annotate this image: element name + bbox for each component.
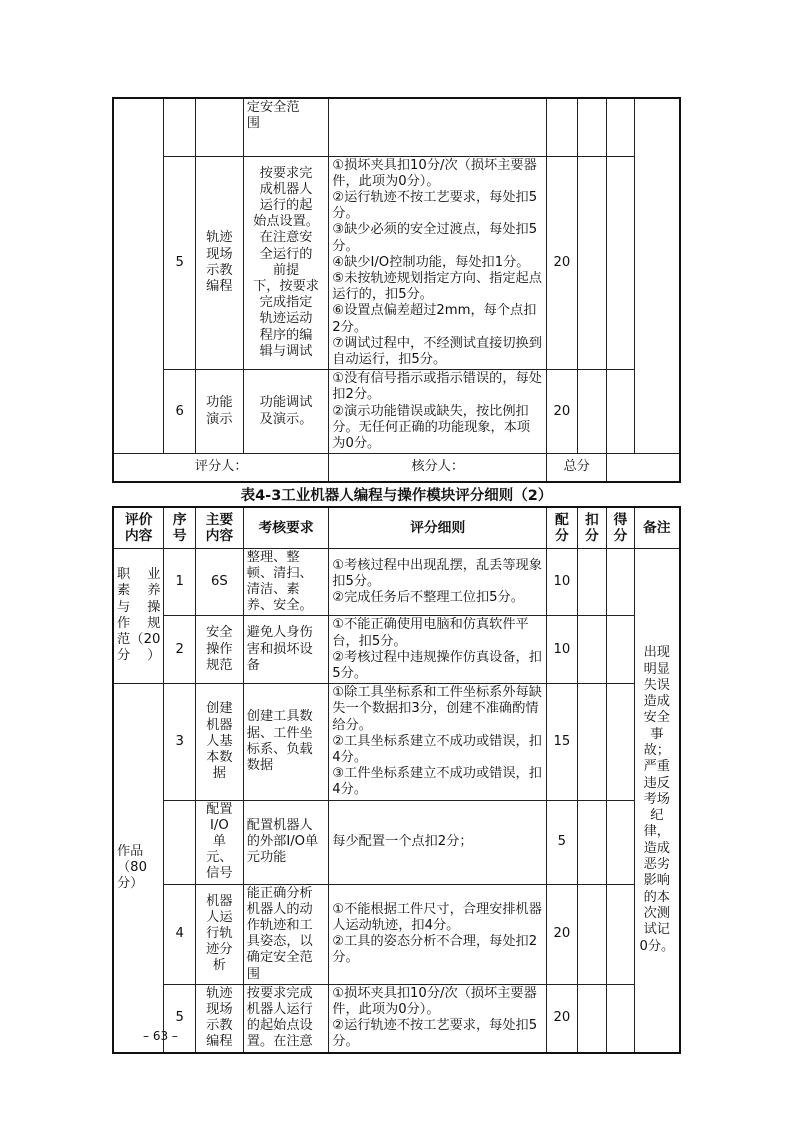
- main-content: 功能 演示: [195, 370, 243, 454]
- req-cell: 创建工具数据、工件坐标系、负载数据: [243, 684, 329, 800]
- score-cell: 10: [547, 616, 578, 684]
- row-number: 6: [164, 370, 196, 454]
- row-number: 5: [164, 984, 196, 1052]
- detail-cell: 每少配置一个点扣2分；: [329, 800, 547, 884]
- table-row: [113, 884, 680, 984]
- detail-cell: ①考核过程中出现乱摆，乱丢等现象扣5分。 ②完成任务后不整理工位扣5分。: [329, 548, 547, 616]
- eval-group-label: 职业 素养 与操 作规 范（20 分）: [113, 548, 164, 684]
- table-row: [113, 156, 680, 370]
- col-header: 主要 内容: [195, 507, 243, 548]
- note-cell: [634, 98, 680, 454]
- score-cell: 15: [547, 684, 578, 800]
- row-number: [164, 800, 196, 884]
- col-header: 备注: [634, 507, 680, 548]
- table-row: [113, 984, 680, 1052]
- page-number: – 63 –: [143, 1029, 178, 1043]
- req-cell: 按要求完成机器人运行的起始点设置。在注意: [243, 984, 329, 1052]
- table-row: [113, 98, 680, 156]
- table-row: [113, 370, 680, 454]
- eval-group-label: 作品 （80 分）: [113, 684, 164, 1053]
- main-content: 轨迹 现场 示教 编程: [195, 156, 243, 370]
- score-cell: 20: [547, 370, 578, 454]
- detail-cell: ①除工具坐标系和工件坐标系外每缺失一个数据扣3分，创建不准确酌情给分。 ②工具坐标系建立不成功或错误，扣4分。 ③工件坐标系建立不成功或错误，扣4分。: [329, 684, 547, 800]
- table-footer: [113, 454, 680, 482]
- table-caption: 表4-3工业机器人编程与操作模块评分细则（2）: [240, 488, 553, 504]
- detail-cell: ①不能根据工件尺寸，合理安排机器人运动轨迹，扣4分。 ②工具的姿态分析不合理，每处扣2分。: [329, 884, 547, 984]
- main-content: 配置 I/O 单 元、 信号: [195, 800, 243, 884]
- main-content: 安全 操作 规范: [195, 616, 243, 684]
- req-cell: 能正确分析机器人的动作轨迹和工具姿态，以确定安全范围: [243, 884, 329, 984]
- score-cell: 10: [547, 548, 578, 616]
- row-number: 3: [164, 684, 196, 800]
- scoring-table: [112, 506, 681, 1054]
- table-row: [113, 616, 680, 684]
- main-content: 创建 机器 人基 本数 据: [195, 684, 243, 800]
- score-cell: 20: [547, 884, 578, 984]
- col-header: 序 号: [164, 507, 196, 548]
- detail-cell: ①损坏夹具扣10分/次（损坏主要器件，此项为0分）。 ②运行轨迹不按工艺要求，每处扣5分。: [329, 984, 547, 1052]
- checker-label: 核分人：: [329, 454, 547, 482]
- scorer-label: 评分人：: [113, 454, 329, 482]
- col-header: 考核要求: [243, 507, 329, 548]
- main-content: 机器 人运 行轨 迹分 析: [195, 884, 243, 984]
- req-cell: 功能调试 及演示。: [243, 370, 329, 454]
- scoring-table-continued: [112, 97, 681, 483]
- col-header: 评价 内容: [113, 507, 164, 548]
- row-number: 2: [164, 616, 196, 684]
- req-cell: 整理、整顿、清扫、清洁、素养、安全。: [243, 548, 329, 616]
- table-row: [113, 684, 680, 800]
- eval-content-cell: [113, 98, 164, 454]
- table-row: [113, 548, 680, 616]
- req-cell: 按要求完 成机器人 运行的起 始点设置。 在注意安 全运行的 前提 下，按要求 完成指定 轨迹运动 程序的编 辑与调试: [243, 156, 329, 370]
- col-header: 配 分: [547, 507, 578, 548]
- total-label: 总分: [547, 454, 607, 482]
- row-number: 4: [164, 884, 196, 984]
- main-content: 轨迹 现场 示教 编程: [195, 984, 243, 1052]
- col-header: 得 分: [607, 507, 634, 548]
- req-cell: 配置机器人的外部I/O单元功能: [243, 800, 329, 884]
- score-cell: 5: [547, 800, 578, 884]
- col-header: 扣 分: [577, 507, 607, 548]
- remarks-note: 出现 明显 失误 造成 安全 事故； 严重 违反 考场 纪律， 造成 恶劣 影响 的本 次测 试记 0分。: [634, 548, 680, 1053]
- score-cell: 20: [547, 984, 578, 1052]
- detail-cell: ①不能正确使用电脑和仿真软件平台，扣5分。 ②考核过程中违规操作仿真设备，扣5分。: [329, 616, 547, 684]
- table-row: [113, 800, 680, 884]
- detail-cell: ①损坏夹具扣10分/次（损坏主要器件，此项为0分）。 ②运行轨迹不按工艺要求，每处扣5分。 ③缺少必须的安全过渡点，每处扣5分。 ④缺少I/O控制功能，每处扣1分。 ⑤未按轨迹规划指定方向、指定起点运行的，扣5分。 ⑥设置点偏差超过2mm，每个点扣2分。 ⑦调试过程中，不经测试直接切换到自动运行，扣5分。: [329, 156, 547, 370]
- col-header: 评分细则: [329, 507, 547, 548]
- req-cell: 避免人身伤害和损坏设备: [243, 616, 329, 684]
- req-cell: 定安全范 围: [243, 98, 329, 156]
- score-cell: 20: [547, 156, 578, 370]
- detail-cell: ①没有信号指示或指示错误的，每处扣2分。 ②演示功能错误或缺失，按比例扣分。无任何正确的功能现象，本项为0分。: [329, 370, 547, 454]
- table-header-row: [113, 507, 680, 548]
- row-number: 1: [164, 548, 196, 616]
- main-content: 6S: [195, 548, 243, 616]
- row-number: 5: [164, 156, 196, 370]
